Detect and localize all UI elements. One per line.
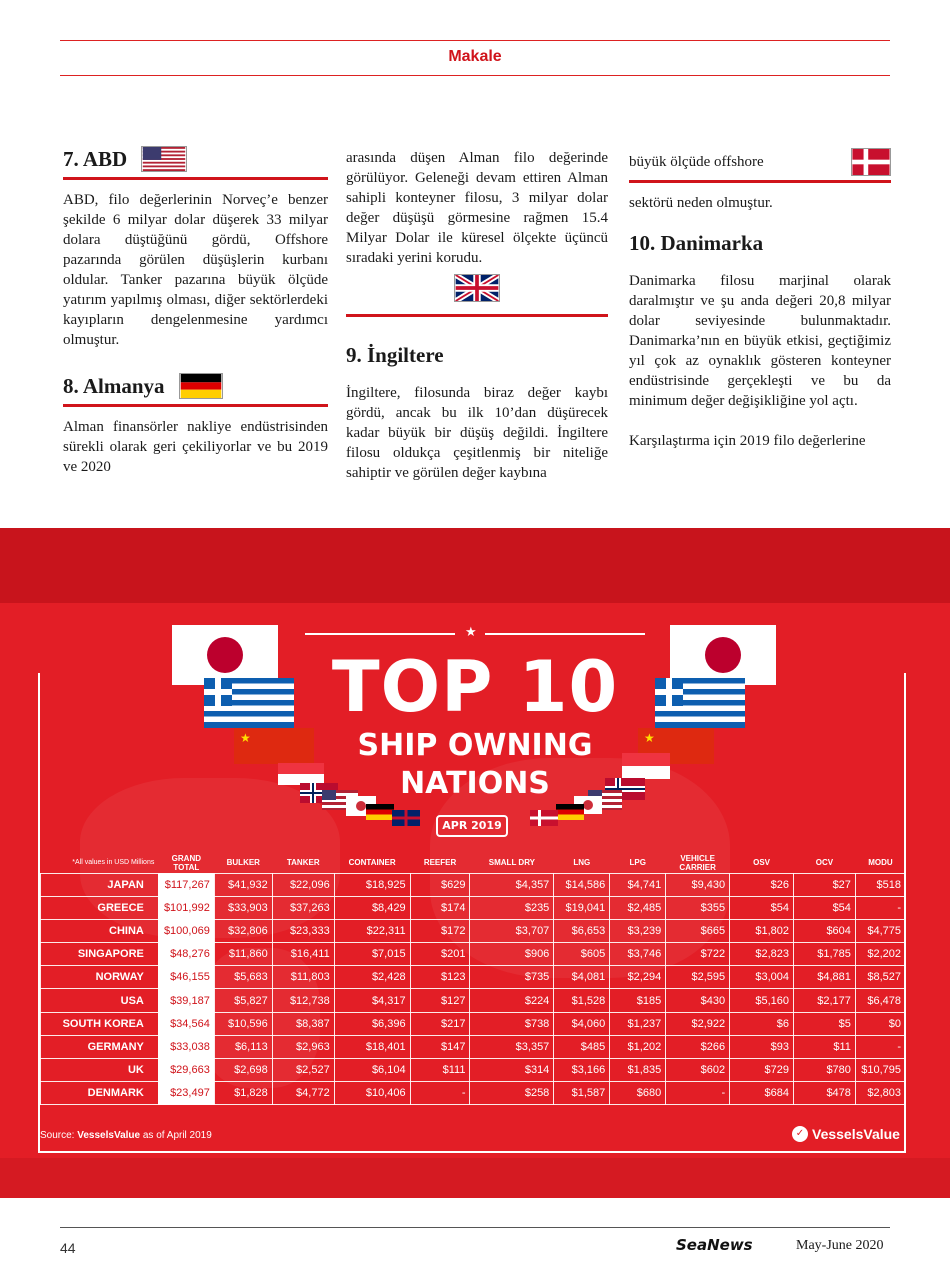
infographic-subtitle-1: SHIP OWNING [357, 728, 593, 763]
value-cell: $16,411 [272, 943, 334, 966]
value-cell: $729 [730, 1059, 794, 1082]
value-cell: $4,060 [554, 1012, 610, 1035]
source-suffix: as of April 2019 [140, 1130, 212, 1141]
value-cell: $54 [730, 896, 794, 919]
value-cell: $2,698 [214, 1059, 272, 1082]
top10-infographic [0, 528, 950, 1198]
table-row [41, 989, 906, 1012]
infographic-subtitle-2: NATIONS [400, 766, 550, 801]
table-header-row [41, 853, 906, 873]
value-cell: $2,527 [272, 1059, 334, 1082]
nation-cell: UK [41, 1059, 159, 1082]
table-note: *All values in USD Millions [72, 859, 155, 867]
col3-continued-text: sektörü neden olmuştur. [629, 195, 773, 211]
almanya-paragraph: Alman finansörler nakliye endüstrisinden sürekli olarak geri çekiliyorlar ve bu 2019 ve 2020 [63, 419, 328, 475]
value-cell: $1,835 [610, 1059, 666, 1082]
ship-owning-table [40, 853, 906, 1105]
value-cell: $27 [794, 873, 856, 896]
value-cell: $6,104 [334, 1059, 410, 1082]
value-cell: $10,406 [334, 1082, 410, 1105]
germany-flag-icon [179, 373, 223, 399]
vesselsvalue-logo-icon: ✓ [792, 1126, 808, 1142]
value-cell: $6,113 [214, 1035, 272, 1058]
value-cell: $9,430 [666, 873, 730, 896]
column-header: TANKER [286, 858, 320, 868]
value-cell: $235 [470, 896, 554, 919]
value-cell: $1,587 [554, 1082, 610, 1105]
value-cell: $123 [410, 966, 470, 989]
value-cell: $680 [610, 1082, 666, 1105]
grand-total-cell: $48,276 [158, 943, 214, 966]
table-row [41, 1012, 906, 1035]
heading-ingiltere [346, 341, 608, 369]
value-cell: $2,177 [794, 989, 856, 1012]
value-cell: $2,823 [730, 943, 794, 966]
value-cell: $11,803 [272, 966, 334, 989]
value-cell: $3,746 [610, 943, 666, 966]
infographic-title: TOP 10 [331, 646, 619, 728]
value-cell: $4,881 [794, 966, 856, 989]
usa-flag-icon [141, 146, 187, 172]
grand-total-cell: $33,038 [158, 1035, 214, 1058]
grand-total-cell: $39,187 [158, 989, 214, 1012]
value-cell: $23,333 [272, 919, 334, 942]
denmark-flag-icon [851, 148, 891, 176]
value-cell: $4,317 [334, 989, 410, 1012]
value-cell: $738 [470, 1012, 554, 1035]
almanya-continued-paragraph: arasında düşen Alman filo değerinde görülüyor. Geleneği devam ettiren Alman sahipli konteyner filosu, 3 milyar dolar değer düşüşü görmesine rağmen 15.4 Milyar Dolar ile küresel ölçekte üçüncü sıradaki yerini korudu. [346, 150, 608, 266]
value-cell: $93 [730, 1035, 794, 1058]
nation-cell: CHINA [41, 919, 159, 942]
uk-flag-small-icon [392, 810, 420, 826]
value-cell: $2,294 [610, 966, 666, 989]
value-cell: $2,803 [855, 1082, 905, 1105]
table-row [41, 919, 906, 942]
heading-almanya-text: 8. Almanya [63, 374, 165, 398]
value-cell: $314 [470, 1059, 554, 1082]
value-cell: $3,357 [470, 1035, 554, 1058]
value-cell: $2,963 [272, 1035, 334, 1058]
table-row [41, 966, 906, 989]
value-cell: $478 [794, 1082, 856, 1105]
value-cell: $6,396 [334, 1012, 410, 1035]
value-cell: $33,903 [214, 896, 272, 919]
value-cell: $6 [730, 1012, 794, 1035]
col3-top-text: büyük ölçüde offshore [629, 154, 764, 170]
grand-total-cell: $23,497 [158, 1082, 214, 1105]
value-cell: $19,041 [554, 896, 610, 919]
value-cell: $0 [855, 1012, 905, 1035]
value-cell: $1,528 [554, 989, 610, 1012]
table-row [41, 873, 906, 896]
source-prefix: Source: [40, 1130, 78, 1141]
value-cell: $185 [610, 989, 666, 1012]
value-cell: $2,202 [855, 943, 905, 966]
grand-total-cell: $46,155 [158, 966, 214, 989]
nation-cell: GREECE [41, 896, 159, 919]
footer-rule [60, 1227, 890, 1228]
value-cell: $604 [794, 919, 856, 942]
table-row [41, 1082, 906, 1105]
denmark-flag-small-icon [530, 810, 558, 826]
value-cell: $5 [794, 1012, 856, 1035]
column-header: CONTAINER [348, 858, 396, 868]
value-cell: $5,160 [730, 989, 794, 1012]
value-cell: $26 [730, 873, 794, 896]
value-cell: $518 [855, 873, 905, 896]
nation-cell: NORWAY [41, 966, 159, 989]
value-cell: $22,311 [334, 919, 410, 942]
page-number: 44 [60, 1240, 76, 1256]
ingiltere-paragraph: İngiltere, filosunda biraz değer kaybı gördü, ancak bu ilk 10’dan düşürecek kadar büyük bir düşüş değildi. İngiltere filosu oldukça çeşitlenmiş bir niteliğe sahiptir ve görülen değer kaybına [346, 385, 608, 481]
magazine-name: SeaNews [676, 1236, 753, 1254]
value-cell: $602 [666, 1059, 730, 1082]
column-header: SMALL DRY [488, 858, 536, 868]
section-title: Makale [448, 48, 502, 65]
vesselsvalue-logo [792, 1126, 900, 1142]
value-cell: $32,806 [214, 919, 272, 942]
germany-flag-small-icon [556, 804, 584, 820]
vesselsvalue-logo-text: VesselsValue [812, 1126, 900, 1142]
value-cell: $2,485 [610, 896, 666, 919]
table-row [41, 896, 906, 919]
value-cell: $6,478 [855, 989, 905, 1012]
value-cell: $111 [410, 1059, 470, 1082]
svg-text:★: ★ [240, 731, 251, 745]
value-cell: $8,429 [334, 896, 410, 919]
value-cell: $127 [410, 989, 470, 1012]
value-cell: $14,586 [554, 873, 610, 896]
source-brand: VesselsValue [77, 1130, 141, 1141]
col3-top-rule [629, 180, 891, 183]
value-cell: $3,707 [470, 919, 554, 942]
value-cell: $735 [470, 966, 554, 989]
germany-flag-small-icon [366, 804, 394, 820]
value-cell: $485 [554, 1035, 610, 1058]
value-cell: $1,802 [730, 919, 794, 942]
danimarka-paragraph: Danimarka filosu marjinal olarak daralmıştır ve şu anda değeri 20,8 milyar dolar seviyesinde bulunmaktadır. Danimarka’nın en büyük etkisi, geçtiğimiz yıl çok az oynaklık gösteren konteyner endüstrisinde gerçekleşti ve bu da minimum değer değişikliğine yol açtı. [629, 273, 891, 409]
value-cell: $18,401 [334, 1035, 410, 1058]
value-cell: $1,828 [214, 1082, 272, 1105]
column-header: LPG [629, 858, 646, 868]
date-badge: APR 2019 [436, 815, 508, 837]
value-cell: $18,925 [334, 873, 410, 896]
uk-flag-icon [454, 274, 500, 302]
value-cell: $11 [794, 1035, 856, 1058]
value-cell: $11,860 [214, 943, 272, 966]
value-cell: $4,357 [470, 873, 554, 896]
value-cell: $2,428 [334, 966, 410, 989]
value-cell: $217 [410, 1012, 470, 1035]
value-cell: $4,775 [855, 919, 905, 942]
heading-abd-text: 7. ABD [63, 147, 128, 171]
value-cell: $430 [666, 989, 730, 1012]
value-cell: $3,004 [730, 966, 794, 989]
value-cell: $174 [410, 896, 470, 919]
nation-cell: JAPAN [41, 873, 159, 896]
value-cell: $258 [470, 1082, 554, 1105]
value-cell: $605 [554, 943, 610, 966]
value-cell: $906 [470, 943, 554, 966]
value-cell: $266 [666, 1035, 730, 1058]
column-header: LNG [573, 858, 591, 868]
grand-total-cell: $100,069 [158, 919, 214, 942]
nation-cell: SOUTH KOREA [41, 1012, 159, 1035]
value-cell: $147 [410, 1035, 470, 1058]
value-cell: $8,527 [855, 966, 905, 989]
value-cell: $37,263 [272, 896, 334, 919]
value-cell: $10,596 [214, 1012, 272, 1035]
svg-text:★: ★ [644, 731, 655, 745]
value-cell: $22,096 [272, 873, 334, 896]
article-column-2 [346, 148, 608, 483]
column-header: OSV [753, 858, 771, 868]
star-icon: ★ [465, 624, 477, 639]
value-cell: $1,785 [794, 943, 856, 966]
heading-abd-rule [63, 177, 328, 180]
value-cell: $4,741 [610, 873, 666, 896]
value-cell: $629 [410, 873, 470, 896]
value-cell: $54 [794, 896, 856, 919]
value-cell: $3,166 [554, 1059, 610, 1082]
value-cell: $2,922 [666, 1012, 730, 1035]
value-cell: $5,827 [214, 989, 272, 1012]
value-cell: - [855, 896, 905, 919]
value-cell: $5,683 [214, 966, 272, 989]
value-cell: $6,653 [554, 919, 610, 942]
heading-abd [63, 145, 328, 173]
title-rule-left [305, 633, 455, 635]
column-header: OCV [815, 858, 834, 868]
heading-ingiltere-rule-top [346, 314, 608, 317]
banner-top-band [0, 528, 950, 603]
table-row [41, 1035, 906, 1058]
value-cell: $41,932 [214, 873, 272, 896]
value-cell: $2,595 [666, 966, 730, 989]
value-cell: $7,015 [334, 943, 410, 966]
header-top-rule [60, 40, 890, 41]
value-cell: - [410, 1082, 470, 1105]
table-row [41, 943, 906, 966]
nation-cell: GERMANY [41, 1035, 159, 1058]
value-cell: $12,738 [272, 989, 334, 1012]
heading-danimarka-text: 10. Danimarka [629, 231, 764, 255]
col3-top-line [629, 148, 891, 176]
source-note [40, 1130, 212, 1141]
column-header: REEFER [423, 858, 457, 868]
nation-cell: DENMARK [41, 1082, 159, 1105]
value-cell: $4,081 [554, 966, 610, 989]
grand-total-cell: $29,663 [158, 1059, 214, 1082]
article-column-3 [629, 148, 891, 451]
column-header: GRAND TOTAL [171, 853, 202, 872]
header-bottom-rule [60, 75, 890, 76]
value-cell: $4,772 [272, 1082, 334, 1105]
value-cell: $3,239 [610, 919, 666, 942]
value-cell: $684 [730, 1082, 794, 1105]
table-row [41, 1059, 906, 1082]
heading-almanya-rule [63, 404, 328, 407]
grand-total-cell: $101,992 [158, 896, 214, 919]
heading-ingiltere-text: 9. İngiltere [346, 343, 444, 367]
grand-total-cell: $34,564 [158, 1012, 214, 1035]
article-column-1 [63, 145, 328, 477]
value-cell: $1,202 [610, 1035, 666, 1058]
column-header: VEHICLE CARRIER [679, 853, 716, 872]
value-cell: $201 [410, 943, 470, 966]
value-cell: $172 [410, 919, 470, 942]
nation-cell: USA [41, 989, 159, 1012]
grand-total-cell: $117,267 [158, 873, 214, 896]
value-cell: - [666, 1082, 730, 1105]
value-cell: $355 [666, 896, 730, 919]
value-cell: $224 [470, 989, 554, 1012]
value-cell: - [855, 1035, 905, 1058]
column-header: MODU [868, 858, 893, 868]
nation-cell: SINGAPORE [41, 943, 159, 966]
value-cell: $722 [666, 943, 730, 966]
value-cell: $1,237 [610, 1012, 666, 1035]
heading-almanya [63, 372, 328, 400]
value-cell: $780 [794, 1059, 856, 1082]
heading-danimarka [629, 229, 891, 257]
column-header: BULKER [226, 858, 260, 868]
title-rule-right [485, 633, 645, 635]
danimarka-paragraph-2: Karşılaştırma için 2019 filo değerlerine [629, 433, 866, 449]
abd-paragraph: ABD, filo değerlerinin Norveç’e benzer şekilde 6 milyar dolar düşerek 33 milyar dolara düştüğünü gördü, Offshore pazarında görülen düşüşlerin kurbanı oldular. Tanker pazarına büyük ölçüde yatırım yapılmış olması, diğer sektörlerdeki kayıpların dengelenmesine yardımcı olmuştur. [63, 192, 328, 348]
issue-date: May-June 2020 [796, 1238, 884, 1253]
value-cell: $8,387 [272, 1012, 334, 1035]
value-cell: $665 [666, 919, 730, 942]
value-cell: $10,795 [855, 1059, 905, 1082]
